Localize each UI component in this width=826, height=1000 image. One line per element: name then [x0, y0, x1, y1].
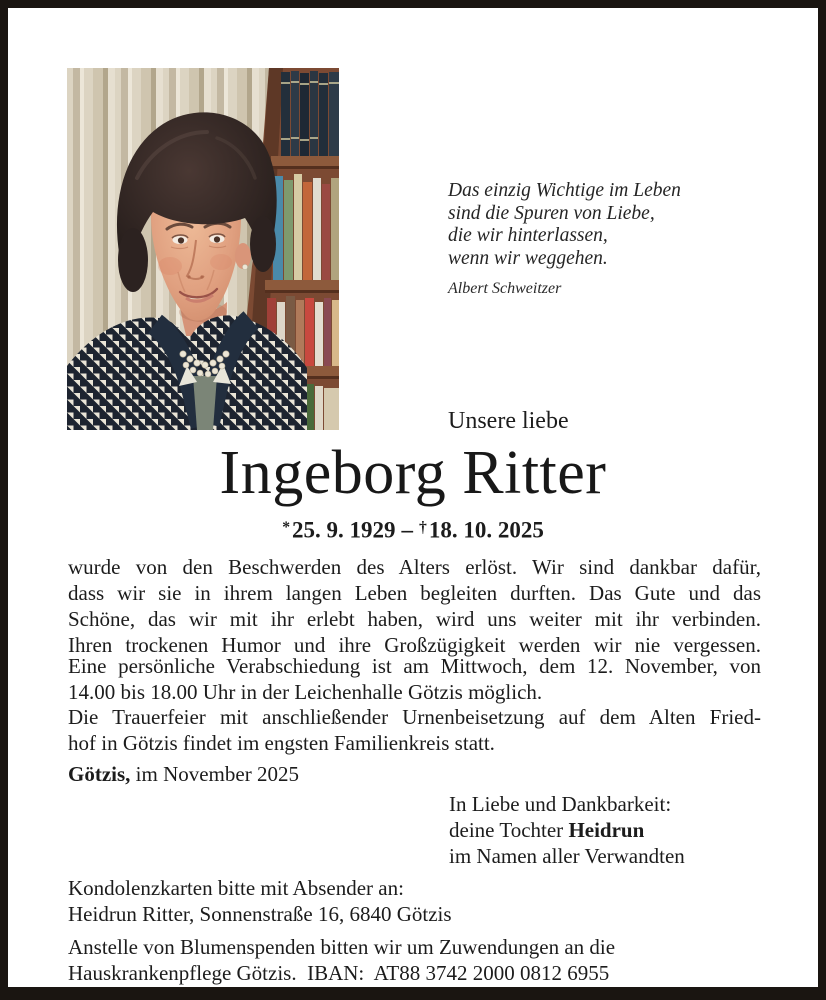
text-line: hof in Götzis findet im engsten Familienkreis statt. — [68, 731, 495, 755]
text-line: dass wir sie in ihrem langen Leben begleiten durften. Das Gute und das — [68, 581, 761, 605]
quote-line: die wir hinterlassen, — [448, 225, 608, 246]
closing-line: In Liebe und Dankbarkeit: — [449, 792, 672, 816]
birth-date: 25. 9. 1929 — [292, 517, 396, 543]
text-line: Kondolenzkarten bitte mit Absender an: — [68, 876, 404, 900]
closing-prefix: deine Tochter — [449, 818, 569, 842]
text-line: Schöne, das wir mit ihr erlebt haben, wird uns weiter mit ihr verbinden. — [68, 607, 761, 631]
text-line: 14.00 bis 18.00 Uhr in der Leichenhalle Götzis möglich. — [68, 680, 543, 704]
place-name: Götzis, — [68, 762, 131, 786]
quote-line: wenn wir weggehen. — [448, 247, 608, 269]
closing-line — [449, 817, 685, 843]
text-line: Die Trauerfeier mit anschließender Urnenbeisetzung auf dem Alten Fried- — [68, 705, 761, 729]
obituary-paragraph-1 — [68, 554, 761, 658]
text-line: Anstelle von Blumenspenden bitten wir um Zuwendungen an die — [68, 935, 616, 959]
closing-line: im Namen aller Verwandten — [449, 844, 685, 868]
farewell-paragraph — [68, 653, 761, 705]
quote-author: Albert Schweitzer — [448, 280, 562, 297]
text-line: wurde von den Beschwerden des Alters erlöst. Wir sind dankbar dafür, — [68, 555, 761, 579]
life-dates — [8, 514, 818, 544]
text-line: Heidrun Ritter, Sonnenstraße 16, 6840 Götzis — [68, 902, 452, 926]
daughter-name: Heidrun — [568, 818, 645, 842]
intro-text: Unsere liebe — [448, 408, 569, 434]
memorial-quote — [448, 180, 778, 301]
quote-line: Das einzig Wichtige im Leben — [448, 180, 681, 201]
quote-line: sind die Spuren von Liebe, — [448, 202, 655, 224]
dates-separator: – — [401, 517, 413, 543]
text-line: Ihren trockenen Humor und ihre Großzügigkeit werden wir nie vergessen. — [68, 633, 761, 657]
death-date: 18. 10. 2025 — [428, 517, 544, 543]
death-symbol: † — [419, 519, 427, 536]
text-line: Eine persönliche Verabschiedung ist am Mittwoch, dem 12. November, von — [68, 654, 761, 678]
iban-line: Hauskrankenpflege Götzis. IBAN: AT88 3742 2000 0812 6955 — [68, 961, 610, 985]
donation-note — [68, 934, 615, 986]
place-date-line — [68, 761, 299, 787]
portrait-photo — [67, 68, 339, 430]
portrait-photo-illustration — [67, 68, 339, 430]
condolence-address — [68, 875, 452, 927]
funeral-paragraph — [68, 704, 761, 756]
deceased-name: Ingeborg Ritter — [219, 439, 607, 507]
date-text: im November 2025 — [130, 762, 299, 786]
birth-symbol: * — [282, 519, 290, 536]
family-closing — [449, 791, 685, 869]
